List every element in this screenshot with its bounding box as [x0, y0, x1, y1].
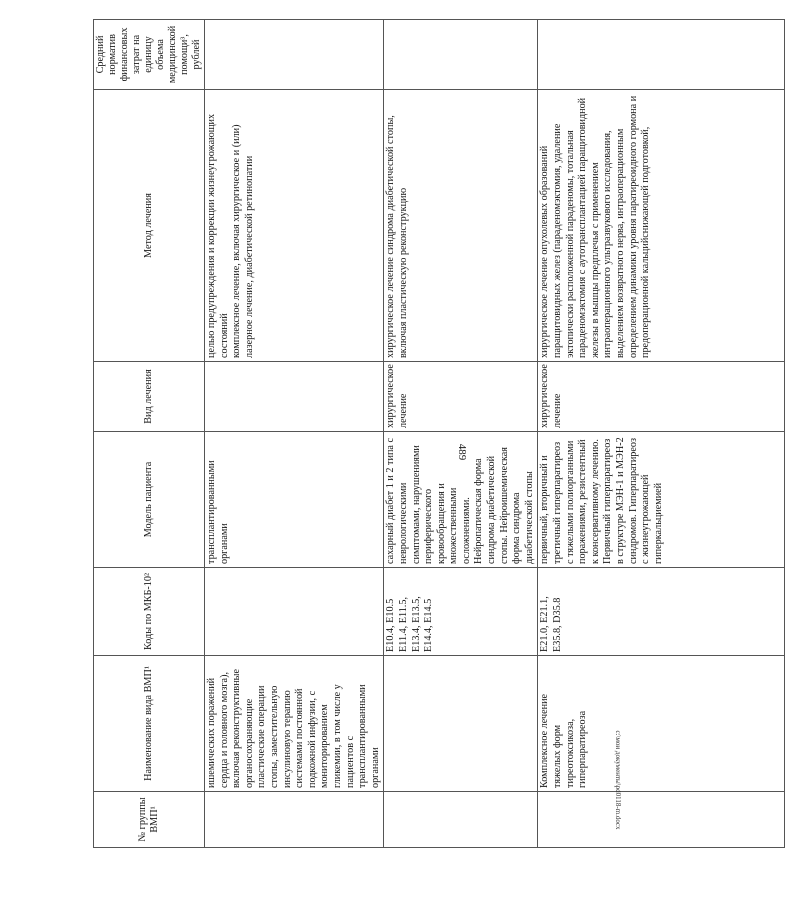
cell-method: хирургическое лечение опухолевых образований паращитовидных желез (параденомэктомия, удаление эктопически расположенной параденомы, тотальная параденомэктомия с аутотрансплантацией паращитовидной железы в мышцы предплечья с применением интраоперационного ультразвукового исследования, выделением возвратного нерва, интраоперационным определением динамики уровня паратиреоидного гормона и предоперационной кальцийснижающей подготовкой,	[538, 90, 785, 362]
cell-group	[384, 792, 538, 848]
header-method: Метод лечения	[94, 90, 205, 362]
page-number: 489	[456, 443, 468, 461]
cell-cost	[384, 20, 538, 90]
table-row	[205, 20, 384, 848]
header-name: Наименование вида ВМП¹	[94, 656, 205, 792]
cell-method: целью предупреждения и коррекции жизнеугрожающих состояний комплексное лечение, включая хирургическое и (или) лазерное лечение, диабетической ретинопатии	[205, 90, 384, 362]
header-codes: Коды по МКБ-10²	[94, 568, 205, 656]
cell-treatment	[205, 362, 384, 432]
cell-model: трансплантированными органами	[205, 432, 384, 568]
cell-name: Комплексное лечение тяжелых форм тиреотоксикоза, гиперпаратиреоза	[538, 656, 785, 792]
cell-group	[538, 792, 785, 848]
cell-cost	[205, 20, 384, 90]
footer-file-path: c:\мои документы\pd0118-m.docx	[614, 730, 622, 830]
cell-codes	[205, 568, 384, 656]
header-cost: Средний норматив финансовых затрат на единицу объема медицинской помощи³, рублей	[94, 20, 205, 90]
cell-model: первичный, вторичный и третичный гиперпаратиреоз с тяжелыми полиорганными поражениями, резистентный к консервативному лечению. Первичный гиперпаратиреоз в структуре МЭН-1 и МЭН-2 синдромов. Гиперпаратиреоз с жизнеугрожающей гиперкальциемией	[538, 432, 785, 568]
header-group: № группы ВМП¹	[94, 792, 205, 848]
cell-treatment: хирургическое лечение	[538, 362, 785, 432]
table-header-row	[94, 20, 205, 848]
cell-method: хирургическое лечение синдрома диабетической стопы, включая пластическую реконструкцию	[384, 90, 538, 362]
vmp-table	[93, 19, 785, 848]
table-row	[384, 20, 538, 848]
cell-codes: E10.4, E10.5 E11.4, E11.5, E13.4, E13.5, E14.4, E14.5	[384, 568, 538, 656]
table-row	[538, 20, 785, 848]
cell-cost	[538, 20, 785, 90]
cell-model: сахарный диабет 1 и 2 типа с неврологическими симптомами, нарушениями периферического кровообращения и множественными осложнениями. Нейропатическая форма синдрома диабетической стопы. Нейроишемическая форма синдрома диабетической стопы	[384, 432, 538, 568]
header-model: Модель пациента	[94, 432, 205, 568]
cell-codes: E21.0, E21.1, E35.8, D35.8	[538, 568, 785, 656]
cell-treatment: хирургическое лечение	[384, 362, 538, 432]
cell-name	[384, 656, 538, 792]
cell-name: ишемических поражений сердца и головного мозга), включая реконструктивные органосохраняющие пластические операции стопы, заместительную инсулиновую терапию системами постоянной подкожной инфузии, с мониторированием гликемии, в том числе у пациентов с трансплантированными органами	[205, 656, 384, 792]
header-treatment: Вид лечения	[94, 362, 205, 432]
cell-group	[205, 792, 384, 848]
